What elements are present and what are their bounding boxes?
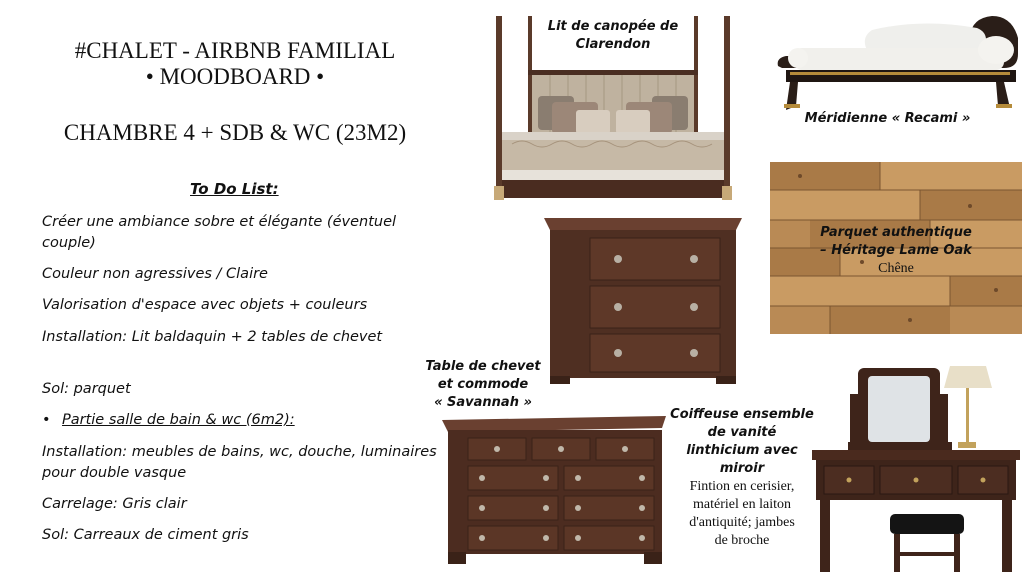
nightstand-caption xyxy=(414,358,552,412)
parquet-caption xyxy=(785,224,1007,278)
parquet-caption-line2: – Héritage Lame Oak xyxy=(820,243,972,258)
parquet-caption-line3: Chêne xyxy=(878,261,914,276)
vanity-caption-line4: miroir xyxy=(719,461,765,476)
nightstand-caption-line1: Table de chevet xyxy=(425,359,541,374)
bed-caption-line2: Clarendon xyxy=(575,37,651,52)
todo-item: Créer une ambiance sobre et élégante (éventuel couple) xyxy=(42,214,397,251)
todo-item: Installation: Lit baldaquin + 2 tables de chevet xyxy=(42,329,383,345)
parquet-caption-line1: Parquet authentique xyxy=(820,225,972,240)
todo-item: Carrelage: Gris clair xyxy=(42,496,187,512)
dresser-image xyxy=(442,416,666,564)
todo-item: Couleur non agressives / Claire xyxy=(42,266,268,282)
vanity-image xyxy=(810,364,1024,574)
room-title: CHAMBRE 4 + SDB & WC (23M2) xyxy=(63,120,407,145)
nightstand-caption-line2: et commode xyxy=(437,377,529,392)
vanity-caption-line1: Coiffeuse ensemble xyxy=(670,407,814,422)
moodboard-title-line2: • MOODBOARD • xyxy=(145,64,325,89)
todo-item: Installation: meubles de bains, wc, douche, luminaires pour double vasque xyxy=(42,444,437,481)
nightstand-caption-line3: « Savannah » xyxy=(434,395,532,410)
todo-item: Sol: parquet xyxy=(42,381,131,397)
bed-caption xyxy=(528,18,698,54)
vanity-desc-line4: de broche xyxy=(714,533,770,548)
vanity-desc-line3: d'antiquité; jambes xyxy=(689,515,795,530)
todo-item-bullet: • Partie salle de bain & wc (6m2): xyxy=(42,410,457,431)
todo-item: Valorisation d'espace avec objets + couleurs xyxy=(42,297,368,313)
todo-item: Sol: Carreaux de ciment gris xyxy=(42,527,249,543)
nightstand-image xyxy=(544,216,742,384)
vanity-caption-line2: de vanité xyxy=(707,425,777,440)
meridienne-image xyxy=(772,8,1022,114)
moodboard-title-line1: #CHALET - AIRBNB FAMILIAL xyxy=(74,38,396,63)
vanity-desc-line2: matériel en laiton xyxy=(693,497,791,512)
todo-heading: To Do List: xyxy=(190,180,279,198)
bed-caption-line1: Lit de canopée de xyxy=(547,19,679,34)
vanity-desc-line1: Fintion en cerisier, xyxy=(689,479,795,494)
vanity-caption-line3: linthicium avec xyxy=(686,443,798,458)
meridienne-caption: Méridienne « Recami » xyxy=(804,111,971,126)
vanity-caption xyxy=(660,406,824,550)
